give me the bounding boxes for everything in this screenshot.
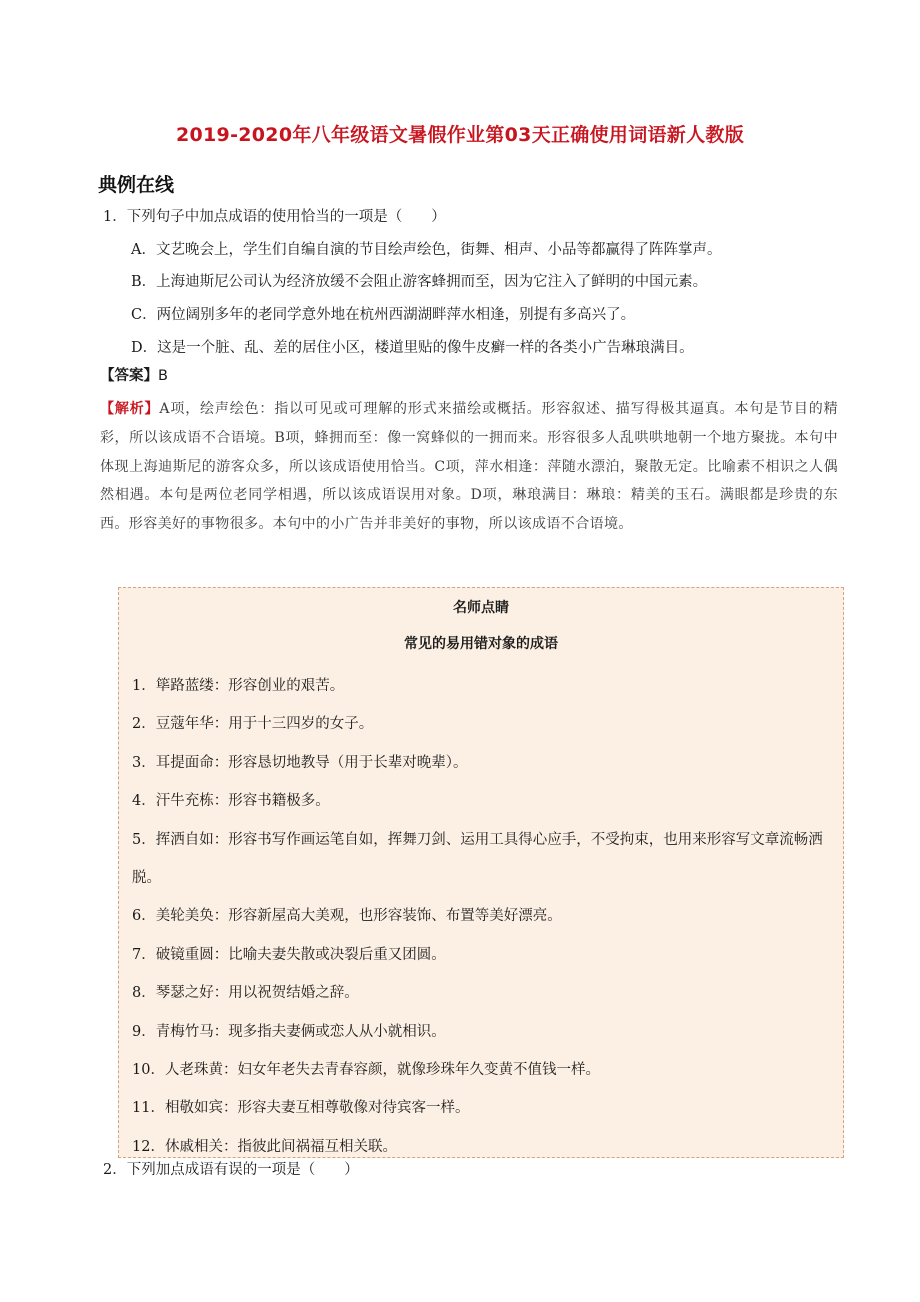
answer-line xyxy=(100,366,168,386)
answer-tag: 【答案】 xyxy=(100,368,158,384)
section-heading: 典例在线 xyxy=(98,174,175,196)
analysis-tag: 【解析】 xyxy=(100,401,160,417)
list-item: 2．豆蔻年华：用于十三四岁的女子。 xyxy=(132,716,374,733)
list-item: 8．琴瑟之好：用以祝贺结婚之辞。 xyxy=(132,985,359,1002)
list-item: 10．人老珠黄：妇女年老失去青春容颜，就像珍珠年久变黄不值钱一样。 xyxy=(132,1062,600,1079)
analysis-paragraph xyxy=(100,395,838,539)
list-item: 11．相敬如宾：形容夫妻互相尊敬像对待宾客一样。 xyxy=(132,1100,470,1117)
list-item: 12．休戚相关：指彼此间祸福互相关联。 xyxy=(132,1138,397,1155)
idiom-list xyxy=(132,667,832,1166)
answer-value: B xyxy=(158,368,168,384)
question-1-stem: 1．下列句子中加点成语的使用恰当的一项是（ ） xyxy=(103,209,446,225)
tip-box-subtitle: 常见的易用错对象的成语 xyxy=(404,636,558,652)
analysis-text: A项，绘声绘色：指以可见或可理解的形式来描绘或概括。形容叙述、描写得极其逼真。本句是节目的精彩，所以该成语不合语境。B项，蜂拥而至：像一窝蜂似的一拥而来。形容很多人乱哄哄地朝一个地方聚拢。本句中体现上海迪斯尼的游客众多，所以该成语使用恰当。C项，萍水相逢：萍随水漂泊，聚散无定。比喻素不相识之人偶然相遇。本句是两位老同学相遇，所以该成语误用对象。D项，琳琅满目：琳琅：精美的玉石。满眼都是珍贵的东西。形容美好的事物很多。本句中的小广告并非美好的事物，所以该成语不合语境。 xyxy=(100,401,838,533)
list-item: 6．美轮美奂：形容新屋高大美观，也形容装饰、布置等美好漂亮。 xyxy=(132,908,562,925)
tip-box-title: 名师点睛 xyxy=(453,600,509,616)
list-item: 1．筚路蓝缕：形容创业的艰苦。 xyxy=(132,678,345,694)
question-1-option-d: D．这是一个脏、乱、差的居住小区，楼道里贴的像牛皮癣一样的各类小广告琳琅满目。 xyxy=(131,340,694,356)
question-2-stem: 2．下列加点成语有误的一项是（ ） xyxy=(103,1162,359,1178)
list-item: 5．挥洒自如：形容书写作画运笔自如，挥舞刀剑、运用工具得心应手，不受拘束，也用来形容写文章流畅洒脱。 xyxy=(132,831,823,887)
list-item: 7．破镜重圆：比喻夫妻失散或决裂后重又团圆。 xyxy=(132,946,446,963)
question-1-option-b: B．上海迪斯尼公司认为经济放缓不会阻止游客蜂拥而至，因为它注入了鲜明的中国元素。 xyxy=(131,274,708,290)
teacher-tip-box xyxy=(118,587,844,1158)
list-item: 9．青梅竹马：现多指夫妻俩或恋人从小就相识。 xyxy=(132,1023,446,1040)
question-1-option-c: C．两位阔别多年的老同学意外地在杭州西湖湖畔萍水相逢，别提有多高兴了。 xyxy=(131,307,636,323)
list-item: 4．汗牛充栋：形容书籍极多。 xyxy=(132,793,330,810)
list-item: 3．耳提面命：形容恳切地教导（用于长辈对晚辈）。 xyxy=(132,754,468,771)
question-1-option-a: A．文艺晚会上，学生们自编自演的节目绘声绘色，街舞、相声、小品等都赢得了阵阵掌声。 xyxy=(131,242,722,258)
document-title: 2019-2020年八年级语文暑假作业第03天正确使用词语新人教版 xyxy=(176,124,744,146)
